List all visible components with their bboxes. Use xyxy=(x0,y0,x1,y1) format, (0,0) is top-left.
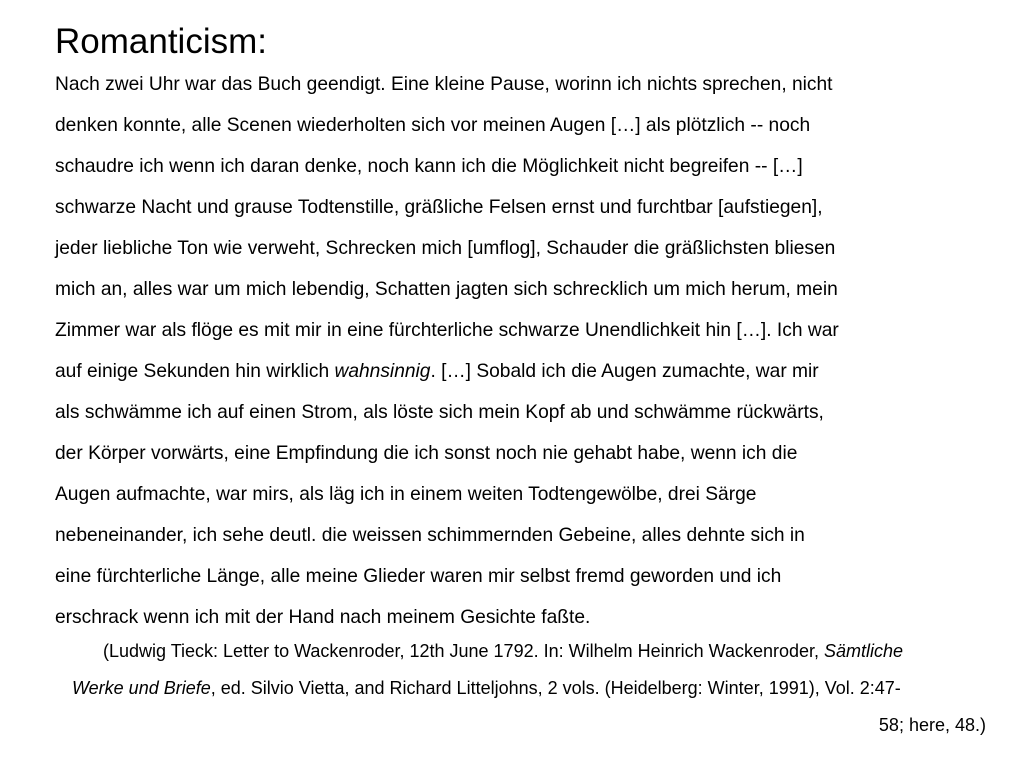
book-title-text: Sämtliche xyxy=(824,641,904,661)
emphasis-text: wahnsinnig xyxy=(334,361,431,382)
citation-text: , ed. Silvio Vietta, and Richard Litteljohns, 2 vols. (Heidelberg: Winter, 1991), Vol. 2:47- xyxy=(210,678,901,698)
quote-line: nebeneinander, ich sehe deutl. die weissen schimmernden Gebeine, alles dehnte sich in xyxy=(55,525,805,546)
quote-line: schwarze Nacht und grause Todtenstille, gräßliche Felsen ernst und furchtbar [aufstiegen], xyxy=(55,197,823,218)
citation-line xyxy=(55,670,986,707)
quote-line: der Körper vorwärts, eine Empfindung die ich sonst noch nie gehabt habe, wenn ich die xyxy=(55,443,798,464)
quote-line: erschrack wenn ich mit der Hand nach meinem Gesichte faßte. xyxy=(55,607,591,628)
quote-text: . […] Sobald ich die Augen zumachte, war mir xyxy=(430,361,819,382)
quote-line: denken konnte, alle Scenen wiederholten sich vor meinen Augen […] als plötzlich -- noch xyxy=(55,115,811,136)
quote-line: als schwämme ich auf einen Strom, als löste sich mein Kopf ab und schwämme rückwärts, xyxy=(55,402,824,423)
quote-line: Nach zwei Uhr war das Buch geendigt. Eine kleine Pause, worinn ich nichts sprechen, nicht xyxy=(55,74,833,95)
quote-text: auf einige Sekunden hin wirklich xyxy=(55,361,335,382)
quote-line: Zimmer war als flöge es mit mir in eine fürchterliche schwarze Unendlichkeit hin […]. Ich war xyxy=(55,320,839,341)
quote-line: schaudre ich wenn ich daran denke, noch kann ich die Möglichkeit nicht begreifen -- […] xyxy=(55,156,803,177)
quote-line: mich an, alles war um mich lebendig, Schatten jagten sich schrecklich um mich herum, mein xyxy=(55,279,838,300)
citation-line xyxy=(55,633,986,670)
quote-body xyxy=(55,64,1015,638)
citation-text: (Ludwig Tieck: Letter to Wackenroder, 12th June 1792. In: Wilhelm Heinrich Wackenroder, xyxy=(103,641,825,661)
quote-line: Augen aufmachte, war mirs, als läg ich in einem weiten Todtengewölbe, drei Särge xyxy=(55,484,757,505)
book-title-text: Werke und Briefe xyxy=(72,678,211,698)
slide-title: Romanticism: xyxy=(55,22,267,61)
citation-line: 58; here, 48.) xyxy=(878,715,986,735)
quote-line: eine fürchterliche Länge, alle meine Glieder waren mir selbst fremd geworden und ich xyxy=(55,566,782,587)
source-citation xyxy=(55,633,986,744)
quote-line xyxy=(55,351,1015,392)
quote-line: jeder liebliche Ton wie verweht, Schrecken mich [umflog], Schauder die gräßlichsten bliesen xyxy=(55,238,836,259)
